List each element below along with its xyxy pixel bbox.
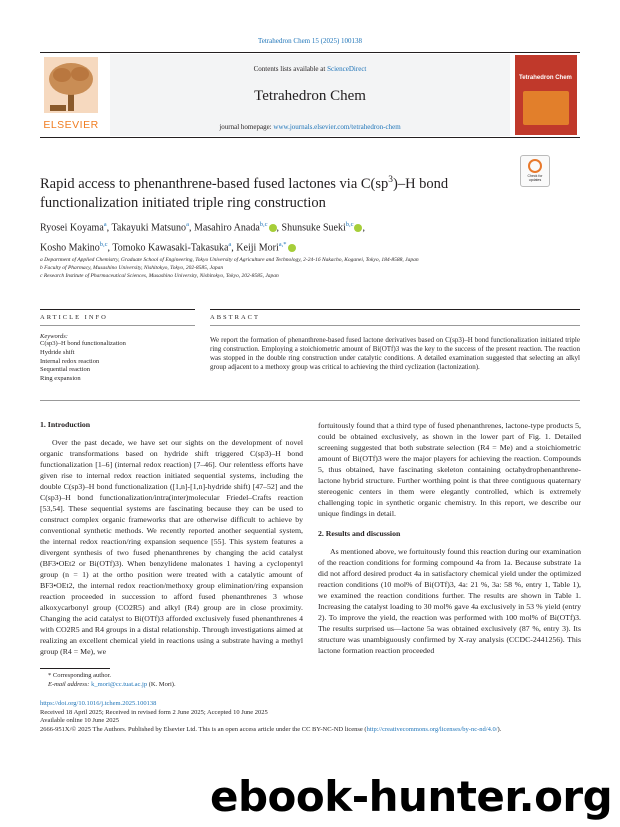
sciencedirect-link[interactable]: ScienceDirect — [327, 65, 367, 73]
publisher-name: ELSEVIER — [43, 119, 99, 131]
corresponding-author: * Corresponding author. — [48, 672, 112, 679]
author-name: Kosho Makino — [40, 242, 100, 254]
journal-citation[interactable]: Tetrahedron Chem 15 (2025) 100138 — [257, 37, 363, 45]
doi-link[interactable]: https://doi.org/10.1016/j.tchem.2025.100138 — [40, 700, 157, 707]
body-divider — [40, 400, 580, 401]
author-name: Ryosei Koyama — [40, 222, 104, 234]
footnote — [48, 672, 298, 689]
email-line — [48, 681, 298, 690]
keyword-item: Internal redox reaction — [40, 357, 100, 365]
author-affil-marker[interactable]: b,c — [345, 221, 354, 228]
email-suffix: (K. Mori). — [147, 680, 176, 688]
article-info-heading: ARTICLE INFO — [40, 314, 108, 321]
left-column — [40, 420, 303, 657]
author-affil-marker[interactable]: b,c — [259, 221, 268, 228]
author-affil-marker[interactable]: b,c — [99, 241, 108, 249]
title-sup: 3 — [388, 175, 393, 185]
license-line — [40, 726, 580, 735]
cover-graphic — [523, 91, 569, 125]
cover-title: Tetrahedron Chem — [519, 75, 572, 81]
keywords-label: Keywords: — [40, 333, 68, 340]
intro-paragraph: Over the past decade, we have set our sights on the development of novel organic transformations based on hydride shift triggered C(sp3)–H bond functionalization [1–6] (internal redox reaction) [7–46]. Our relentless efforts have given rise to internal redox reaction initiated sequential systems, including the double C(sp3)–H bond functionalization ([1,n]-[1,n]-hydride shift) [47–52] and the C(sp3)–H bond functionalization/intra(inter)molecular Friedel–Crafts reaction [53,54]. These sequential systems are fascinating because they can be used to construct complex organic frameworks that are otherwise difficult to achieve by conventional synthetic methods. We recently reported another sequential system, the internal redox reaction/ring expansion sequence [55]. This system features a divergent synthesis of two fused phenanthrenes by changing the acid catalyst (BF3•OEt2 or Bi(OTf)3). When benzylidene malonates 1 having a cyclopentyl group (n = 1) at the ortho position were treated with a catalytic amount of BF3•OEt2, the internal redox reaction/methoxy group elimination/ring expansion reaction proceeded in succession to afford fused phenanthrenes 3 whose alkoxycarbonyl group (CO2R5) and alkyl (R4) group are in close proximity. Changing the acid catalyst to Bi(OTf)3 afforded exclusively fused phenanthrenes 4 with CO2R5 and R4 groups in a distal relationship. Through investigations aimed at realizing an excellent chemical yield in reactions using a substrate having a methyl group (R4 = Me), we — [40, 438, 303, 656]
author-affil-marker[interactable]: a,* — [278, 241, 287, 249]
check-updates-icon — [528, 159, 542, 173]
article-info-rule-2 — [40, 325, 195, 326]
available-online: Available online 10 June 2025 — [40, 717, 119, 724]
author-affil-marker[interactable]: a — [186, 221, 189, 228]
author-name: Takayuki Matsuno — [111, 222, 187, 234]
watermark-text: ebook-hunter.org — [210, 772, 613, 821]
author-name: Tomoko Kawasaki-Takasuka — [112, 242, 229, 254]
keyword-item: Sequential reaction — [40, 366, 90, 374]
intro-heading: 1. Introduction — [40, 420, 91, 429]
orcid-icon[interactable] — [354, 224, 362, 232]
keyword-item: Ring expansion — [40, 375, 81, 383]
elsevier-tree-icon — [44, 57, 98, 113]
homepage-prefix: journal homepage: — [219, 123, 274, 131]
email-label: E-mail address: — [48, 680, 92, 688]
keywords-block — [40, 333, 200, 384]
affiliation-b: b Faculty of Pharmacy, Musashino University, Nishitokyo, Tokyo, 202-8585, Japan — [40, 265, 224, 271]
journal-masthead — [40, 52, 580, 138]
author-affil-marker[interactable]: a — [228, 241, 232, 249]
keyword-item: Hydride shift — [40, 348, 75, 356]
author-name: Masahiro Anada — [193, 222, 260, 234]
affiliations — [40, 256, 580, 280]
footnote-rule — [40, 668, 110, 669]
orcid-icon[interactable] — [288, 244, 296, 252]
affiliation-c: c Research Institute of Pharmaceutical Sciences, Musashino University, Nishitokyo, Tokyo, 202-8585, Japan — [40, 273, 279, 279]
author-name: Keiji Mori — [236, 242, 279, 254]
affiliation-a: a Department of Applied Chemistry, Graduate School of Engineering, Tokyo University of Agriculture and Technology, 2-24-16 Nakacho, Koganei, Tokyo, 184-8588, Japan — [40, 257, 419, 263]
homepage-link[interactable]: www.journals.elsevier.com/tetrahedron-chem — [273, 123, 401, 131]
results-paragraph: As mentioned above, we fortuitously found this reaction during our examination of the reaction conditions for forming compound 4a from 1a. Because substrate 1a did not afford desired product 4a in satisfactory chemical yield under the optimized reaction conditions (10 mol% of Bi(OTf)3, 4a: 21 %, 3a: 58 %, entry 1, Table 1), we examined the reaction conditions further. The results are shown in Table 1. Increasing the catalyst loading to 30 mol% gave 4a exclusively in 53 % yield (entry 2). To improve the yield, the reaction was performed with 100 mol% of Bi(OTf)3. The results surprised us—lactone 5a was obtained exclusively (87 %, entry 3). Its structure was unambiguously confirmed by X-ray analysis (CCDC-2441256). This lactone formation reaction proceeded — [318, 547, 581, 655]
journal-title: Tetrahedron Chem — [254, 88, 366, 104]
author-line-1: Ryosei Koyama$^a$, Takayuki Matsuno$^a$, Masahiro Anada$^{b,c}$ , Shunsuke Sueki$^{b,c}$ , — [40, 221, 365, 234]
article-title — [40, 171, 510, 213]
title-part1-end: )–H bond — [393, 175, 449, 192]
license-prefix: 2666-951X/© 2025 The Authors. Published by Elsevier Ltd. This is an open access article under the CC BY-NC-ND license ( — [40, 725, 367, 733]
email-link[interactable]: k_mori@cc.tuat.ac.jp — [91, 680, 148, 688]
check-for-updates-badge[interactable] — [520, 155, 550, 187]
title-part2: functionalization initiated triple ring construction — [40, 194, 326, 211]
abstract-text: We report the formation of phenanthrene-based fused lactone derivatives based on C(sp3)–H bond functionalization initiated triple ring construction. Employing a stoichiometric amount of Bi(OTf)3 was the key to the success of the present reaction. The reaction was stopped in the double ring construction under catalytic conditions. A detailed examination suggested that selecting an alkyl group adjacent to a methoxy group was critical to achieving the third cyclization (lactonization). — [210, 336, 580, 371]
author-affil-marker[interactable]: a — [103, 221, 107, 228]
abstract-rule-2 — [210, 325, 580, 326]
journal-cover-thumbnail — [515, 55, 577, 135]
contents-prefix: Contents lists available at — [253, 65, 328, 73]
author-line-2: Kosho Makino$^{b,c}$, Tomoko Kawasaki-Takasuka$^a$, Keiji Mori$^{a,*}$ — [40, 236, 580, 256]
abstract-heading: ABSTRACT — [210, 314, 260, 321]
keyword-item: C(sp3)–H bond functionalization — [40, 340, 126, 347]
author-name: Shunsuke Sueki — [281, 222, 346, 234]
masthead-rule-top — [40, 52, 580, 53]
contents-line — [110, 65, 510, 73]
masthead-rule-bottom — [40, 137, 580, 138]
publication-info — [40, 700, 580, 734]
orcid-icon[interactable] — [269, 224, 277, 232]
abstract-rule — [210, 309, 580, 310]
right-column — [318, 420, 581, 656]
license-link[interactable]: http://creativecommons.org/licenses/by-nc-nd/4.0/ — [366, 725, 498, 733]
license-suffix: ). — [497, 725, 502, 733]
results-heading: 2. Results and discussion — [318, 529, 401, 538]
article-info-rule — [40, 309, 195, 310]
author-list — [40, 216, 580, 257]
intro-continuation: fortuitously found that a third type of fused phenanthrenes, lactone-type products 5, could be obtained exclusively, as shown in the lower part of Fig. 1. Detailed screening suggested that both substrate selection (R4 = Me) and a stoichiometric amount of Bi(OTf)3 were the major players for achieving the reaction. Compounds 5, thus obtained, have fascinating skeleton containing octahydrophenanthrene-lactone hybrid structure. Further worthing point is that three contiguous quaternary stereogenic centers in them were elegantly controlled, which is extremely challenging topic in synthetic organic chemistry. In this report, we describe our unique findings in detail. — [318, 421, 581, 518]
homepage-line — [110, 123, 510, 131]
masthead-center — [110, 54, 510, 136]
elsevier-logo — [40, 57, 102, 137]
title-part1: Rapid access to phenanthrene-based fused lactones via C(sp — [40, 175, 389, 192]
received-dates: Received 18 April 2025; Received in revised form 2 June 2025; Accepted 10 June 2025 — [40, 708, 268, 716]
check-updates-label: Check for updates — [527, 174, 543, 182]
